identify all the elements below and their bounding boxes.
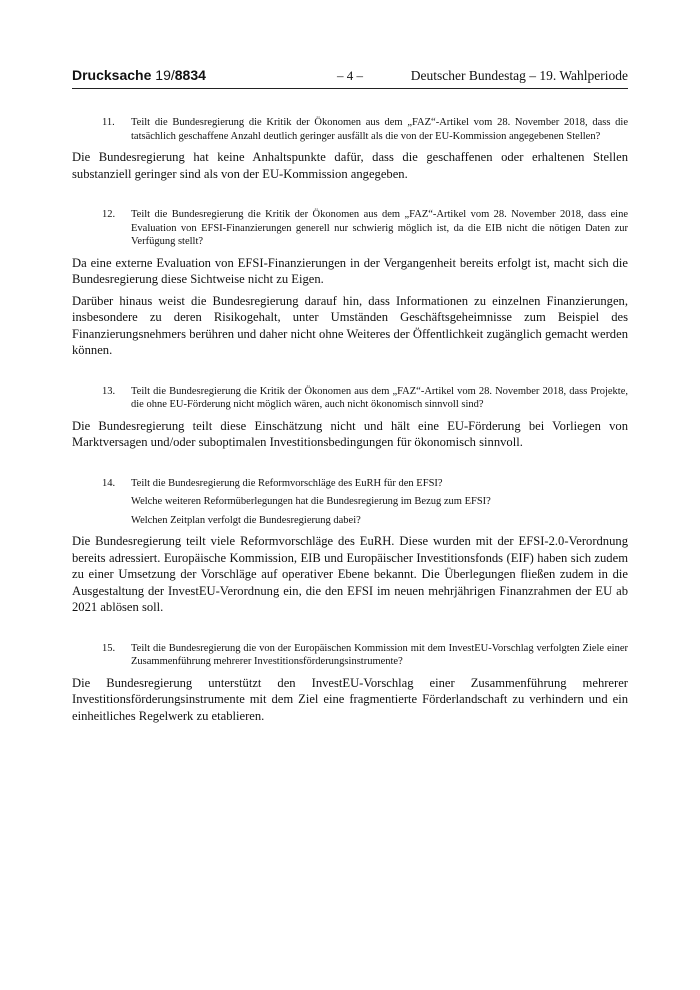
page-number: – 4 – [337,68,363,83]
question-text: Welche weiteren Reformüberlegungen hat die Bundesregierung im Bezug zum EFSI? [131,496,491,507]
question-number: 13. [102,385,116,397]
answer-13-paragraph-1: Die Bundesregierung teilt diese Einschätzung nicht und hält eine EU-Förderung bei Vorliegen von Marktversagen und/oder suboptimalen Investitionsbedingungen für ökonomisch sinnvoll. [72,418,628,449]
question-text: Teilt die Bundesregierung die Kritik der Ökonomen aus dem „FAZ“-Artikel vom 28. November 2018, dass eine Evaluation von EFSI-Finanzierungen generell nur schwierig möglich ist, da die EIB nicht die nötigen Daten zur Verfügung stellt? [131,209,628,247]
answer-15-paragraph-1: Die Bundesregierung unterstützt den InvestEU-Vorschlag einer Zusammenführung mehrerer Investitionsförderungsinstrumente mit dem Ziel eine fragmentierte Förderlandschaft zu verhindern und ein einheitliches Regelwerk zu etablieren. [72,675,628,723]
answer-12-paragraph-1: Da eine externe Evaluation von EFSI-Finanzierungen in der Vergangenheit bereits erfolgt ist, macht sich die Bundesregierung diese Sichtweise nicht zu Eigen. [72,255,628,286]
question-14 [72,477,628,528]
document-label: Drucksache [72,67,152,83]
question-15 [72,642,628,669]
answer-12-paragraph-2: Darüber hinaus weist die Bundesregierung darauf hin, dass Informationen zu einzelnen Finanzierungen, insbesondere zu deren Risikogehalt, unter Umständen Geschäftsgeheimnisse zum Beispiel des Finanzierungsnehmers berühren und daher nicht ohne Weiteres der Öffentlichkeit zugänglich gemacht werden können. [72,293,628,357]
answer-14-paragraph-1: Die Bundesregierung teilt viele Reformvorschläge des EuRH. Diese wurden mit der EFSI-2.0-Verordnung bereits adressiert. Europäische Kommission, EIB und Europäischer Investitionsfonds (EIF) haben sich zudem zu einer Umsetzung der Vorschläge auf operativer Ebene bekannt. Die Überlegungen fließen zudem in die Ausgestaltung der InvestEU-Verordnung ein, die den EFSI im neuen mehrjährigen Finanzrahmen der EU ab 2021 ablösen soll. [72,534,628,614]
question-number: 12. [102,209,116,220]
publisher: Deutscher Bundestag – 19. Wahlperiode [410,68,628,83]
page-header [72,66,628,89]
question-number: 15. [102,642,116,654]
document-body [72,116,628,724]
document-number-prefix: 19/ [155,67,175,83]
question-13 [72,385,628,412]
question-text: Teilt die Bundesregierung die Reformvorschläge des EuRH für den EFSI? [131,477,443,489]
question-12 [72,208,628,249]
question-11 [72,116,628,143]
question-text: Welchen Zeitplan verfolgt die Bundesregierung dabei? [131,514,361,526]
question-text: Teilt die Bundesregierung die Kritik der Ökonomen aus dem „FAZ“-Artikel vom 28. November 2018, dass die tatsächlich geschaffene Anzahl deutlich geringer ausfällt als die von der EU-Kommission angegebenen Stellen? [131,117,628,142]
question-number: 11. [102,117,115,128]
question-text: Teilt die Bundesregierung die von der Europäischen Kommission mit dem InvestEU-Vorschlag verfolgten Ziele einer Zusammenführung mehrerer Investitionsförderungsinstrumente? [131,642,628,667]
question-number: 14. [102,477,116,489]
question-text: Teilt die Bundesregierung die Kritik der Ökonomen aus dem „FAZ“-Artikel vom 28. November 2018, dass Projekte, die ohne EU-Förderung nicht möglich wären, auch nicht ökonomisch sinnvoll sind? [131,385,628,410]
document-number-suffix: 8834 [174,67,206,83]
answer-11-paragraph-1: Die Bundesregierung hat keine Anhaltspunkte dafür, dass die geschaffenen oder erhaltenen Stellen substanziell geringer sind als von der EU-Kommission angegeben. [72,150,628,181]
